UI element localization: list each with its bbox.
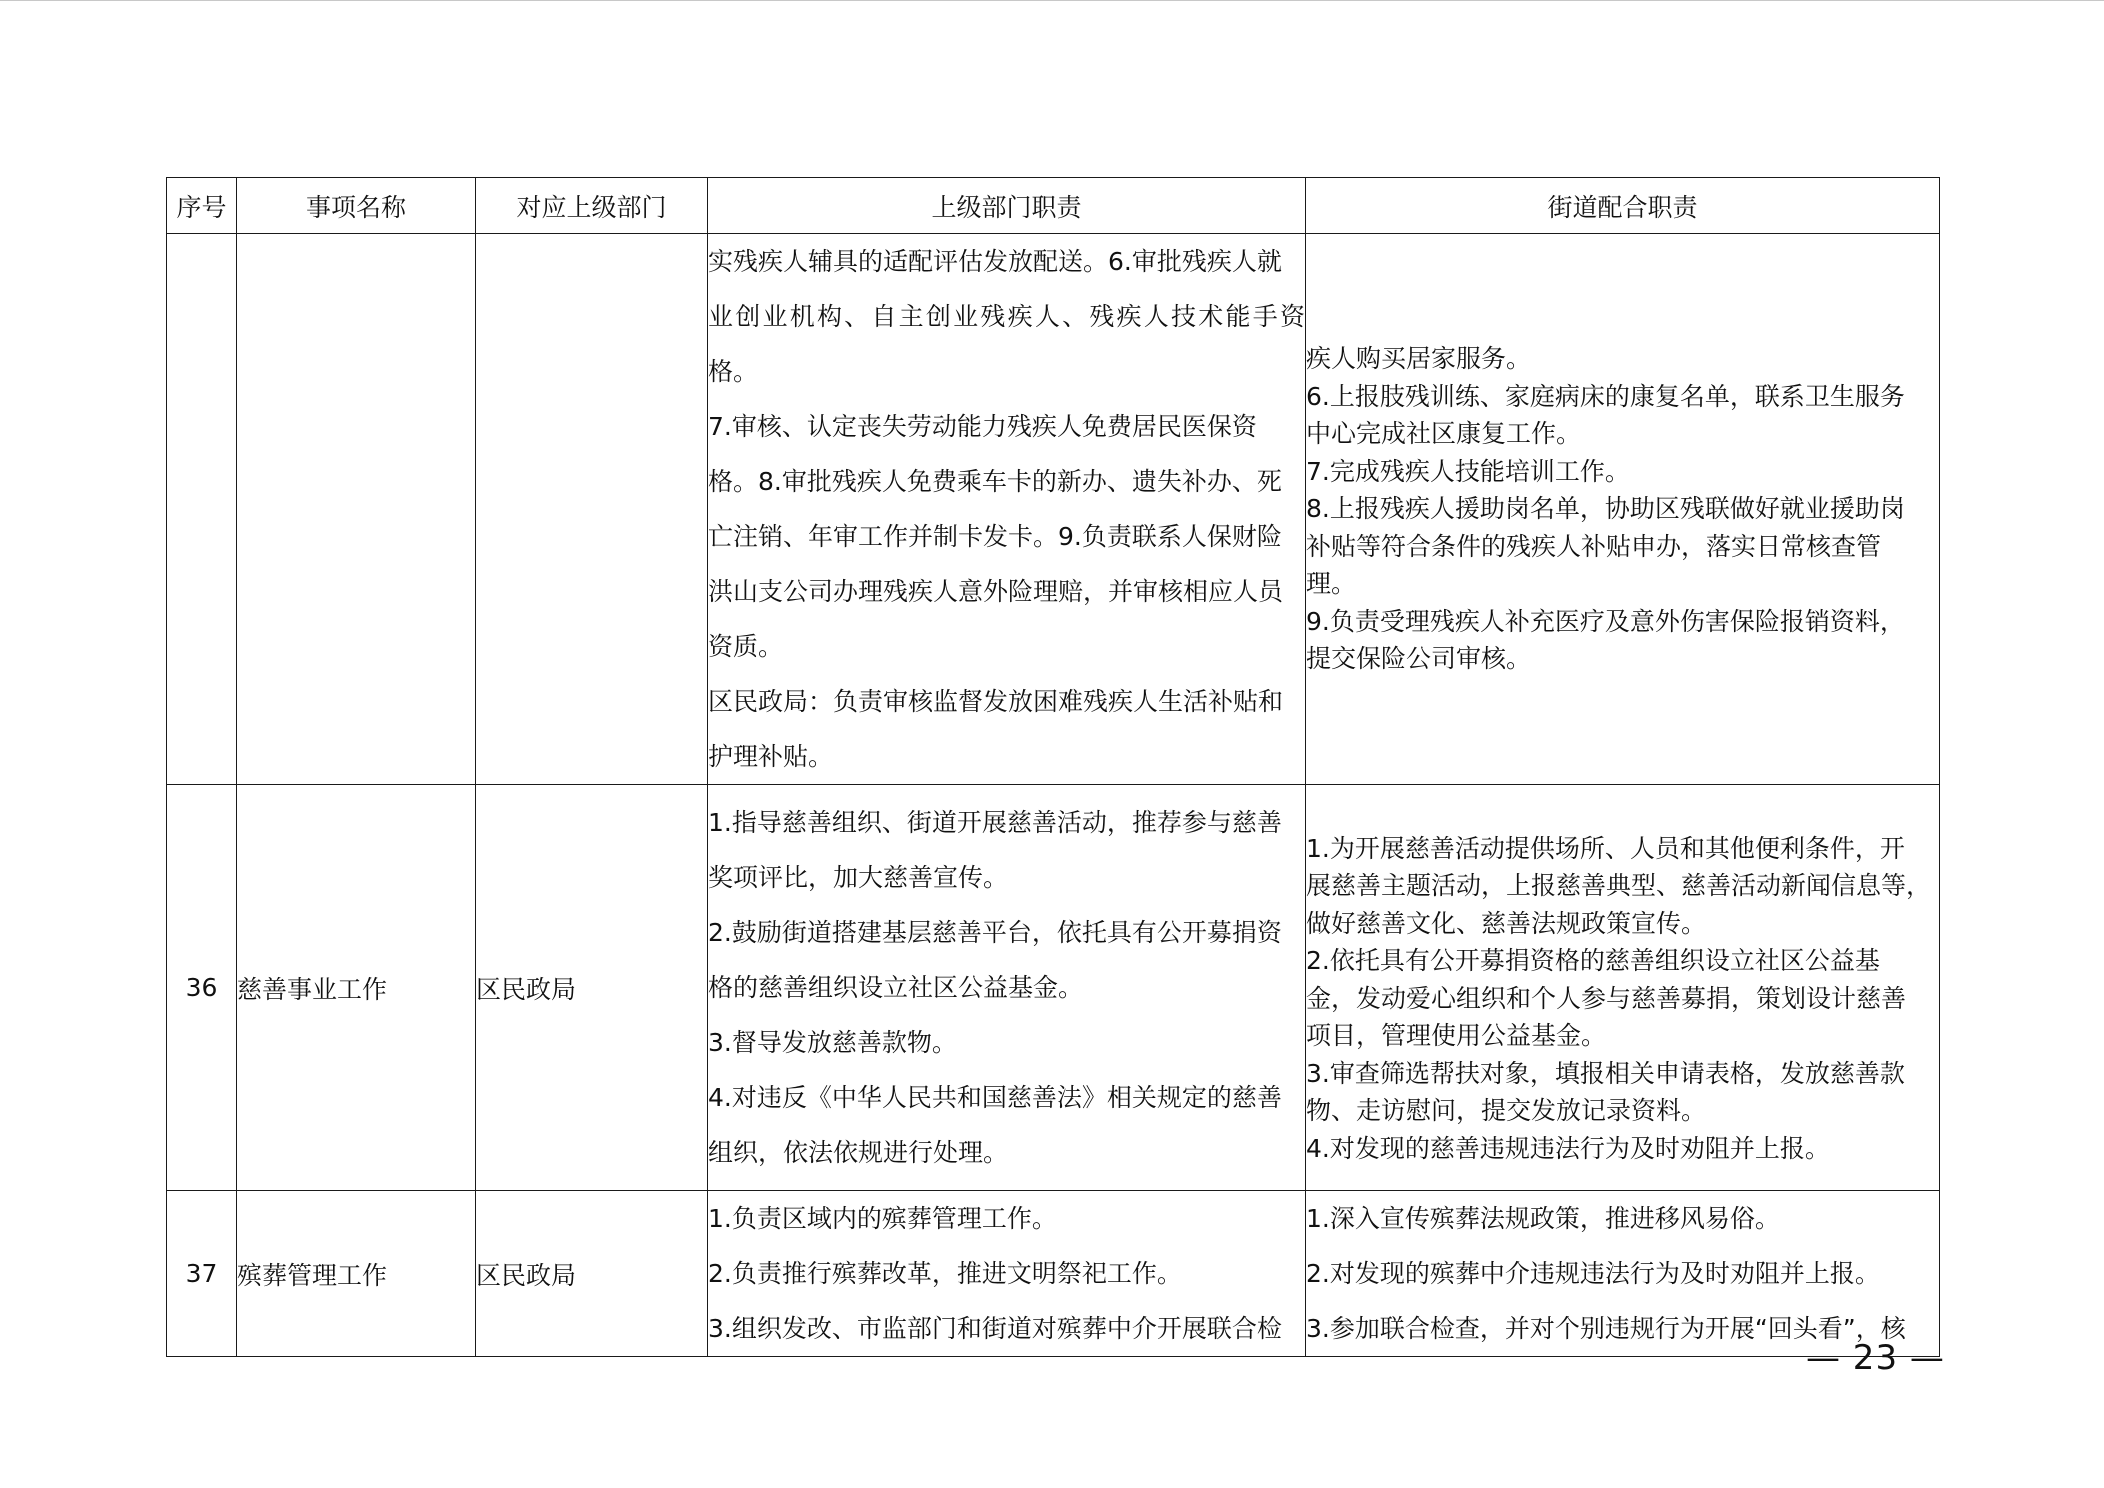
header-serial: 序号 [167,178,237,234]
row-street-duties-cell [1306,234,1940,785]
row-street-duties: 1.深入宣传殡葬法规政策，推进移风易俗。 2.对发现的殡葬中介违规违法行为及时劝阻并上报。 3.参加联合检查，并对个别违规行为开展“回头看”，核 [1306,1204,1906,1343]
table-row [167,234,1940,785]
row-upper-dept: 区民政局 [476,1191,708,1357]
row-item-name: 殡葬管理工作 [237,1191,476,1357]
row-upper-dept [476,234,708,785]
row-street-duties: 疾人购买居家服务。 6.上报肢残训练、家庭病床的康复名单，联系卫生服务 中心完成社区康复工作。 7.完成残疾人技能培训工作。 8.上报残疾人援助岗名单，协助区残联做好就业援助岗 补贴等符合条件的残疾人补贴申办，落实日常核查管 理。 9.负责受理残疾人补充医疗及意外伤害保险报销资料， 提交保险公司审核。 [1306,344,1905,674]
row-upper-duties: 1.负责区域内的殡葬管理工作。 2.负责推行殡葬改革，推进文明祭祀工作。 3.组织发改、市监部门和街道对殡葬中介开展联合检 [708,1204,1282,1343]
page-top-edge [0,0,2104,1]
header-upper-dept: 对应上级部门 [476,178,708,234]
row-upper-dept: 区民政局 [476,785,708,1191]
page-number: — 23 — [1806,1338,1945,1378]
row-item-name [237,234,476,785]
header-upper-duties: 上级部门职责 [708,178,1306,234]
row-serial [167,234,237,785]
row-street-duties-cell [1306,1191,1940,1357]
row-upper-duties-cell [708,785,1306,1191]
row-item-name: 慈善事业工作 [237,785,476,1191]
table-row [167,785,1940,1191]
table-header-row [167,178,1940,234]
row-serial: 37 [167,1191,237,1357]
duty-table [166,177,1940,1357]
row-upper-duties: 1.指导慈善组织、街道开展慈善活动，推荐参与慈善 奖项评比，加大慈善宣传。 2.鼓励街道搭建基层慈善平台，依托具有公开募捐资 格的慈善组织设立社区公益基金。 3.督导发放慈善款物。 4.对违反《中华人民共和国慈善法》相关规定的慈善 组织，依法依规进行处理。 [708,808,1282,1167]
row-upper-duties: 实残疾人辅具的适配评估发放配送。6.审批残疾人就 业创业机构、自主创业残疾人、残疾人技术能手资格。 7.审核、认定丧失劳动能力残疾人免费居民医保资 格。8.审批残疾人免费乘车卡的新办、遗失补办、死 亡注销、年审工作并制卡发卡。9.负责联系人保财险 洪山支公司办理残疾人意外险理赔，并审核相应人员 资质。 区民政局：负责审核监督发放困难残疾人生活补贴和 护理补贴。 [708,247,1305,771]
header-item-name: 事项名称 [237,178,476,234]
row-street-duties-cell [1306,785,1940,1191]
row-upper-duties-cell [708,234,1306,785]
row-serial: 36 [167,785,237,1191]
row-upper-duties-cell [708,1191,1306,1357]
row-street-duties: 1.为开展慈善活动提供场所、人员和其他便利条件，开 展慈善主题活动，上报慈善典型、慈善活动新闻信息等， 做好慈善文化、慈善法规政策宣传。 2.依托具有公开募捐资格的慈善组织设立社区公益基 金，发动爱心组织和个人参与慈善募捐，策划设计慈善 项目，管理使用公益基金。 3.审查筛选帮扶对象，填报相关申请表格，发放慈善款 物、走访慰问，提交发放记录资料。 4.对发现的慈善违规违法行为及时劝阻并上报。 [1306,833,1932,1163]
table-row [167,1191,1940,1357]
header-street-duties: 街道配合职责 [1306,178,1940,234]
